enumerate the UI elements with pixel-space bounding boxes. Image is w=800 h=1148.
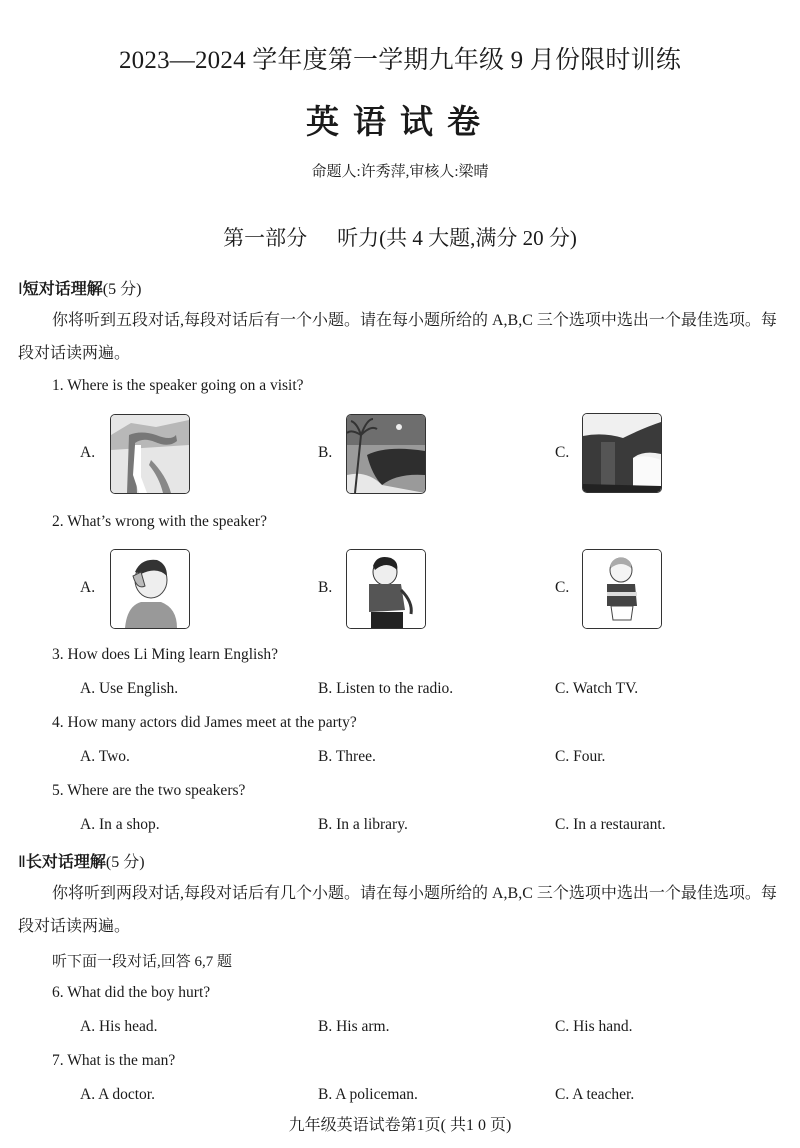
- section2-numeral: Ⅱ: [18, 854, 26, 871]
- q3-option-c[interactable]: C. Watch TV.: [555, 680, 639, 697]
- q4-option-b[interactable]: B. Three.: [318, 748, 376, 765]
- q2-option-c-label: C.: [555, 579, 570, 596]
- q5-option-b[interactable]: B. In a library.: [318, 816, 408, 833]
- q2-option-b-label: B.: [318, 579, 333, 596]
- q7-option-c[interactable]: C. A teacher.: [555, 1086, 635, 1103]
- q1-option-c-label: C.: [555, 444, 570, 461]
- q5-option-c[interactable]: C. In a restaurant.: [555, 816, 666, 833]
- q1-option-a-label: A.: [80, 444, 96, 461]
- section2-points: (5 分): [105, 854, 145, 871]
- q1-option-b-label: B.: [318, 444, 333, 461]
- section1-instructions: 你将听到五段对话,每段对话后有一个小题。请在每小题所给的 A,B,C 三个选项中选出一个最佳选项。每段对话读两遍。: [18, 312, 777, 362]
- question-2: 2. What’s wrong with the speaker?: [52, 513, 267, 530]
- beach-palm-tree-picture[interactable]: [346, 414, 426, 494]
- section2-sub-instruction: 听下面一段对话,回答 6,7 题: [52, 954, 233, 970]
- question-6: 6. What did the boy hurt?: [52, 984, 211, 1001]
- part1-label: 第一部分: [223, 226, 308, 250]
- q6-option-c[interactable]: C. His hand.: [555, 1018, 633, 1035]
- section2-name: 长对话理解: [25, 852, 106, 871]
- headache-boy-picture[interactable]: [110, 549, 190, 629]
- q5-option-a[interactable]: A. In a shop.: [80, 816, 160, 833]
- section1-numeral: Ⅰ: [18, 281, 23, 298]
- exam-authors: 命题人:许秀萍,审核人:梁晴: [311, 164, 489, 180]
- section2-instructions: 你将听到两段对话,每段对话后有几个小题。请在每小题所给的 A,B,C 三个选项中选出一个最佳选项。每段对话读两遍。: [18, 885, 777, 935]
- q7-option-a[interactable]: A. A doctor.: [80, 1086, 155, 1103]
- section1-name: 短对话理解: [22, 279, 103, 298]
- question-4: 4. How many actors did James meet at the party?: [52, 714, 357, 731]
- section1-heading: [18, 276, 141, 299]
- section1-points: (5 分): [102, 281, 142, 298]
- part1-title: 听力(共 4 大题,满分 20 分): [337, 226, 577, 250]
- q4-option-a[interactable]: A. Two.: [80, 748, 130, 765]
- section2-heading: [18, 849, 145, 872]
- stomachache-boy-picture[interactable]: [346, 549, 426, 629]
- q3-option-b[interactable]: B. Listen to the radio.: [318, 680, 454, 697]
- question-7: 7. What is the man?: [52, 1052, 176, 1069]
- q7-option-b[interactable]: B. A policeman.: [318, 1086, 418, 1103]
- exam-title: 2023—2024 学年度第一学期九年级 9 月份限时训练: [118, 47, 682, 74]
- q3-option-a[interactable]: A. Use English.: [80, 680, 179, 697]
- q4-option-c[interactable]: C. Four.: [555, 748, 606, 765]
- page-footer: 九年级英语试卷第1页( 共1 0 页): [288, 1117, 512, 1134]
- q6-option-a[interactable]: A. His head.: [80, 1018, 158, 1035]
- waterfall-cliff-picture[interactable]: [582, 413, 662, 493]
- question-3: 3. How does Li Ming learn English?: [52, 646, 279, 663]
- question-1: 1. Where is the speaker going on a visit?: [52, 377, 304, 394]
- q2-option-a-label: A.: [80, 579, 96, 596]
- great-wall-picture[interactable]: [110, 414, 190, 494]
- toothache-boy-picture[interactable]: [582, 549, 662, 629]
- exam-subject-title: 英语试卷: [306, 102, 494, 141]
- question-5: 5. Where are the two speakers?: [52, 782, 246, 799]
- q6-option-b[interactable]: B. His arm.: [318, 1018, 390, 1035]
- part1-heading: [0, 222, 800, 252]
